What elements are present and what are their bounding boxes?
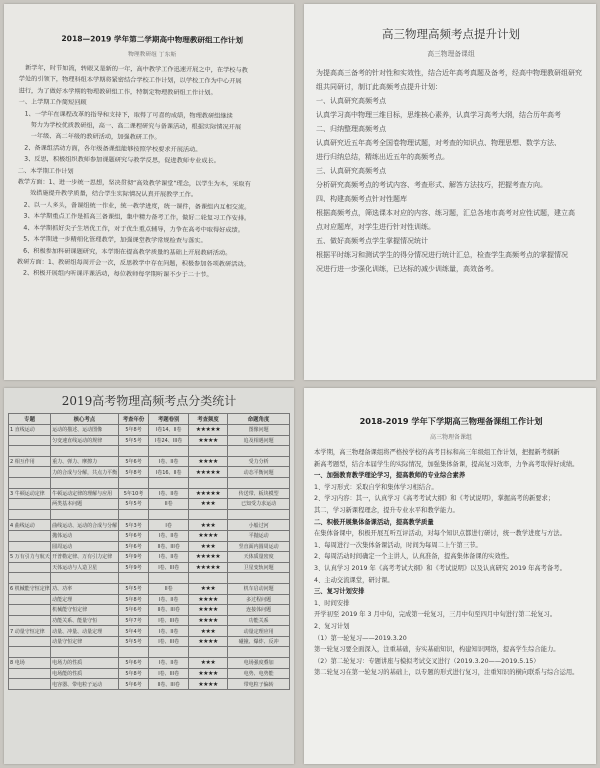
table-row [9,647,290,658]
table-row [9,679,290,690]
text-line: 为提高高三备考的针对性和实效性，结合近年高考真题及备考，经高中物理教研组研究 [316,69,582,77]
table-cell [51,509,118,520]
document-body [17,63,285,282]
document-body [314,447,588,679]
table-cell: I卷、II卷 [149,552,188,563]
table-cell: I卷、III卷 [149,562,188,573]
text-line: 认真学习高中物理三维目标，思维核心素养，认真学习高考大纲，结合历年高考 [316,111,561,119]
table-cell: 两类基本问题 [51,499,118,510]
frequency-stars: ★★★★ [188,456,227,467]
table-cell: 4 曲线运动 [9,520,51,531]
table-cell [228,647,290,658]
table-row [9,636,290,647]
text-line: 1、每周进行一次集体备课活动，时间为每周二上午第三节。 [314,541,482,549]
table-cell [51,446,118,457]
table-cell: 5年3考 [118,520,149,531]
text-line: 三、认真研究高频考点 [316,167,386,175]
table-cell: I卷、III卷 [149,668,188,679]
table-cell: 天体运动与人造卫星 [51,562,118,573]
table-cell: 5年6考 [118,679,149,690]
frequency-stars [188,446,227,457]
frequency-stars [188,477,227,488]
document-page [314,416,588,679]
table-row [9,573,290,584]
text-line: 二、本学期工作计划 [17,167,74,175]
table-cell: I卷14、II卷 [149,425,188,436]
text-line: 3、反思，积极组织教师参加课题研究与教学反思，促进教师专业成长。 [17,155,220,165]
table-cell: 匀变速直线运动的规律 [51,435,118,446]
table-cell: 功能关系 [228,615,290,626]
table-cell: 5年6考 [118,658,149,669]
table-cell [228,509,290,520]
table-cell: I卷24、III卷 [149,435,188,446]
frequency-stars: ★★★★ [188,435,227,446]
document-page [17,33,286,282]
table-cell [228,477,290,488]
table-cell [9,636,51,647]
text-line: 1、学习形式：采取自学和集体学习相结合。 [314,483,438,491]
text-line: 第二轮复习在第一轮复习的基础上，以专题的形式进行复习，注重知识的横向联系与综合运用。 [314,669,579,677]
frequency-stars [188,573,227,584]
text-line: 况进行进一步强化训练，已达标的减少训练量，高效备考。 [316,265,498,273]
text-line: 开学初至 2019 年 3 月中旬，完成第一轮复习，三月中旬至四月中旬进行第二轮复习。 [314,611,557,619]
text-line: 3、认真学习 2019 年《高考考试大纲》和《考试说明》以及认真研究 2019 年高考备考。 [314,564,566,572]
text-line: 1、一学年在课程改革的指导和支持下，取得了可喜的成绩，物理教研组继续 [18,110,233,120]
table-cell: 已知受力求运动 [228,499,290,510]
table-cell: 5年5考 [118,435,149,446]
text-line: 三、复习计划安排 [314,588,365,596]
table-cell: I卷、III卷 [149,636,188,647]
table-row [9,605,290,616]
frequency-stars [188,647,227,658]
table-body [9,425,290,690]
table-cell: 电场力的性质 [51,658,118,669]
table-cell [149,647,188,658]
table-cell [149,573,188,584]
text-line: 1、时间安排 [314,599,350,607]
table-cell: 5 万有引力与航天 [9,552,51,563]
table-cell [118,573,149,584]
table-cell: I卷、II卷 [149,626,188,637]
frequency-stars: ★★★ [188,583,227,594]
table-cell: 连接体问题 [228,605,290,616]
table-cell: 2 相互作用 [9,456,51,467]
table-cell: 机械能守恒定律 [51,605,118,616]
frequency-stars: ★★★ [188,520,227,531]
text-line: 学处的引领下，物理科组本学期将紧密结合学校工作计划，以学校工作为中心开展 [18,76,242,86]
table-cell [149,446,188,457]
table-cell: 开普勒定律、万有引力定律 [51,552,118,563]
frequency-stars: ★★★★ [188,530,227,541]
frequency-stars: ★★★★★ [188,562,227,573]
table-cell [118,647,149,658]
text-line: 2、以一人多头，备课组统一作业，统一教学进度，统一课件，备课组内互相交流。 [17,201,251,211]
document-subtitle: 高三物理备课组 [427,50,475,58]
text-line: 分析研究高频考点的考试内容、考查形式、解答方法技巧，把握考查方向。 [316,181,547,189]
text-line: 一、加强教育教学理论学习，提高教师的专业综合素养 [314,472,466,480]
table-cell: 竖直面内圆周运动 [228,541,290,552]
table-row [9,658,290,669]
text-line: 4、主动交流课堂，研讨课。 [314,576,394,584]
document-subtitle: 高三物理备课组 [429,434,472,441]
table-cell: 5年4考 [118,626,149,637]
table-header-cell: 命题角度 [228,414,290,425]
table-row [9,541,290,552]
table-cell: 5年10考 [118,488,149,499]
table-cell: 追及相遇问题 [228,435,290,446]
table-row [9,615,290,626]
table-cell: 小船过河 [228,520,290,531]
table-cell: II卷 [149,583,188,594]
table-cell [118,477,149,488]
table-cell [149,509,188,520]
table-row [9,530,290,541]
text-line: 一年级、高二年级的教研活动，加强教研工作。 [18,133,161,142]
table-cell: 电容器、带电粒子运动 [51,679,118,690]
table-row [9,467,290,478]
table-cell: I卷16、II卷 [149,467,188,478]
table-cell: 力的合成与分解，共点力平衡 [51,467,118,478]
table-cell: 电场强度叠加 [228,658,290,669]
text-line: 进行归纳总结，精练出近五年的高频考点。 [316,153,449,161]
table-cell: 5年6考 [118,605,149,616]
text-line: 2、复习计划 [314,622,350,630]
text-line: 点对应题库，对学生进行针对性训练。 [316,223,435,231]
table-cell: 传送带、板块模型 [228,488,290,499]
table-cell [9,530,51,541]
document-page [8,392,290,690]
table-cell: 动量守恒定律 [51,636,118,647]
table-cell: 5年8考 [118,425,149,436]
table-cell: 多过程问题 [228,594,290,605]
table-cell: 功能关系、能量守恒 [51,615,118,626]
frequency-stars: ★★★★★ [188,425,227,436]
frequency-stars: ★★★★ [188,615,227,626]
table-cell [9,615,51,626]
table-cell: I卷、II卷 [149,658,188,669]
table-row [9,562,290,573]
text-line: 3、本学期重点工作是抓高三备课组，集中精力备考工作，做好二轮复习工作安排。 [17,212,251,223]
table-cell [9,679,51,690]
text-line: 二、归纳整理高频考点 [316,125,386,133]
table-cell: 1 直线运动 [9,425,51,436]
text-line: 2、每周活动时间确定一个主讲人，认真准备，提高集体备课的实效性。 [314,553,514,561]
table-cell [9,509,51,520]
text-line: （1）第一轮复习——2019.3.20 [314,634,407,642]
table-row [9,552,290,563]
text-line: 一、上学期工作简短回顾 [18,98,87,107]
table-cell: 6 机械能守恒定律 [9,583,51,594]
frequency-stars: ★★★★★ [188,488,227,499]
photo-2-high-frequency-plan [304,4,596,380]
table-cell [118,446,149,457]
text-line: 进行，为了做好本学期的物理教研组工作，特制定物理教研组工作计划。 [18,87,217,97]
text-line: 二、积极开展集体备课活动，提高教学质量 [314,518,434,526]
table-cell: 5年6考 [118,456,149,467]
text-line: 四、构建高频考点针对性题库 [316,195,407,203]
frequency-stars: ★★★★ [188,668,227,679]
table-cell [9,573,51,584]
table-cell: I卷、II卷 [149,530,188,541]
table-cell: 5年9考 [118,562,149,573]
text-line: 5、本学期进一步精细化管理教学，加强课堂教学常规检查与落实。 [17,235,207,245]
table-row [9,435,290,446]
table-cell: 动能定理 [51,594,118,605]
table-cell [9,435,51,446]
table-cell: II卷、III卷 [149,541,188,552]
table-cell: I卷、II卷 [149,594,188,605]
table-header-cell: 专题 [9,414,51,425]
table-cell: II卷 [149,499,188,510]
table-row [9,477,290,488]
table-cell: 5年8考 [118,467,149,478]
frequency-stars: ★★★ [188,626,227,637]
table-row [9,594,290,605]
table-cell [9,541,51,552]
table-cell: 3 牛顿运动定律 [9,488,51,499]
table-cell: I卷 [149,520,188,531]
frequency-stars [188,509,227,520]
table-cell: 5年6考 [118,541,149,552]
table-row [9,668,290,679]
document-subtitle: 物理教研组 丁东斯 [127,51,177,59]
text-line: 努力为学校优质教研组，高一、高二课程研究与备课活动，根据实际情况开展 [18,121,242,131]
document-body [316,66,586,276]
text-line: 根据平时练习和测试学生的得分情况进行统计汇总，检查学生高频考点的掌握情况 [316,251,568,259]
text-line: 2、学习内容：其一，认真学习《高考考试大纲》和《考试说明》，掌握高考的新要求； [314,495,555,503]
document-page [316,26,586,276]
table-cell [149,477,188,488]
table-cell: 5年7考 [118,615,149,626]
table-row [9,509,290,520]
table-cell: 5年8考 [118,668,149,679]
table-cell [9,562,51,573]
table-cell: 5年8考 [118,594,149,605]
text-line: 一、认真研究高频考点 [316,97,386,105]
table-cell: 卫星变轨问题 [228,562,290,573]
text-line: 2、备课组活动方面，各年级备课组能够按照学校要求开展活动。 [18,144,202,154]
table-cell: 平抛运动 [228,530,290,541]
frequency-table [8,413,290,690]
table-header-cell: 考题卷别 [149,414,188,425]
table-cell: 电势、电势能 [228,668,290,679]
table-header-cell: 考查频度 [188,414,227,425]
table-cell: 天体质量密度 [228,552,290,563]
table-cell: 功、功率 [51,583,118,594]
text-line: 根据高频考点，筛选课本对应的内容、练习题，汇总各地市高考对应性试题，建立高 [316,209,575,217]
table-header-cell: 考查年份 [118,414,149,425]
text-line: 组共同研讨，制订此高频考点提升计划： [316,83,442,91]
text-line: 第一轮复习要全面深入，注重基础，夯实基础知识，构建知识网络，提高学生综合能力。 [314,646,560,654]
frequency-stars: ★★★★★ [188,467,227,478]
table-header-cell: 核心考点 [51,414,118,425]
table-cell: 重力、弹力、摩擦力 [51,456,118,467]
frequency-stars: ★★★ [188,541,227,552]
table-cell: 抛体运动 [51,530,118,541]
table-cell: 5年9考 [118,552,149,563]
frequency-stars: ★★★★★ [188,552,227,563]
table-cell [9,594,51,605]
table-cell: II卷、III卷 [149,605,188,616]
table-cell: 动量、冲量、动量定理 [51,626,118,637]
text-line: 6、积极参加科研课题研究，本学期在提高教学质量的基础上开展教研活动。 [16,247,232,257]
text-line: 本学期，高三物理备课组将严格按学校的高考目标和高三年级组工作计划，把握新考纲新 [314,449,560,456]
table-cell: 机车启动问题 [228,583,290,594]
table-row [9,488,290,499]
table-cell: 图像问题 [228,425,290,436]
table-title: 2019高考物理高频考点分类统计 [61,394,237,408]
frequency-stars: ★★★★ [188,605,227,616]
frequency-stars: ★★★★ [188,594,227,605]
table-cell: 运动的描述、运动图像 [51,425,118,436]
table-cell [228,573,290,584]
table-cell: 动量定理应用 [228,626,290,637]
table-row [9,520,290,531]
table-cell: 曲线运动、运动的合成与分解 [51,520,118,531]
document-title: 2018-2019 学年下学期高三物理备课组工作计划 [359,416,543,426]
photo-4-prep-group-plan [304,388,596,764]
photo-1-teaching-plan [4,4,294,380]
table-cell: 8 电场 [9,658,51,669]
table-cell [9,467,51,478]
table-header-row [9,414,290,425]
text-line: 4、本学期抓好尖子生培优工作，对于优生重点辅导，力争在高考中取得好成绩。 [17,224,244,234]
table-cell [9,446,51,457]
table-cell: 碰撞、爆炸、反冲 [228,636,290,647]
frequency-stars: ★★★ [188,499,227,510]
frequency-stars: ★★★★ [188,679,227,690]
table-row [9,456,290,467]
table-row [9,499,290,510]
table-cell [228,446,290,457]
text-line: 其二，学习新课程理念，提升专业水平和教学能力。 [314,506,459,514]
text-line: 教研方面：1、教研组每周开会一次，反思教学中存在问题，积极参加各项教研活动。 [16,258,250,268]
table-row [9,583,290,594]
table-cell: 圆周运动 [51,541,118,552]
table-cell: 5年6考 [118,530,149,541]
table-cell: 动态平衡问题 [228,467,290,478]
text-line: 效措施提升教学质量，结合学生实际情况认真开展教学工作。 [17,190,198,199]
table-row [9,446,290,457]
table-cell [118,509,149,520]
table-cell [51,477,118,488]
table-row [9,626,290,637]
table-cell: 牛顿运动定律的理解与应用 [51,488,118,499]
table-cell [51,573,118,584]
text-line: 2、积极开展组内听课评课活动，每位教师每学期听课不少于二十节。 [16,269,213,279]
text-line: 新学年，时节如流，转眼又是新的一年，高中教学工作迅速开展之中，在学校与教 [18,64,248,75]
text-line: 五、做好高频考点学生掌握情况统计 [316,237,428,245]
table-cell: I卷、II卷 [149,488,188,499]
table-cell: 受力分析 [228,456,290,467]
table-cell [9,499,51,510]
text-line: 认真研究近五年高考全国卷物理试题，对考查的知识点、物理思想、数学方法、 [316,139,561,147]
table-cell: 7 动量守恒定律 [9,626,51,637]
photo-3-frequency-table [4,388,294,764]
table-cell [51,647,118,658]
table-cell [9,647,51,658]
frequency-stars: ★★★ [188,658,227,669]
table-row [9,425,290,436]
table-cell [9,477,51,488]
text-line: 新高考题型，结合本届学生的实际情况，加强集体备课，提高复习效率，力争高考取得好成绩。 [314,460,579,468]
table-cell: 5年5考 [118,583,149,594]
table-cell: I卷、II卷 [149,456,188,467]
table-cell: 5年5考 [118,636,149,647]
document-title: 2018—2019 学年第二学期高中物理教研组工作计划 [61,34,244,45]
frequency-stars: ★★★★ [188,636,227,647]
table-cell: 带电粒子偏转 [228,679,290,690]
document-title: 高三物理高频考点提升计划 [382,27,520,41]
text-line: 教学方面：1、进一步统一思想，坚决贯彻“高效教学课堂”理念，以学生为本，采取有 [17,178,251,189]
table-cell: 5年5考 [118,499,149,510]
table-cell: 电场能的性质 [51,668,118,679]
table-cell: I卷、III卷 [149,615,188,626]
table-cell [9,605,51,616]
table-cell: II卷、III卷 [149,679,188,690]
table-cell [9,668,51,679]
text-line: （2）第二轮复习：专题讲座与模拟考试交叉进行（2019.3.20——2019.5.15） [314,657,540,665]
text-line: 在集体备课中，积极开展互听互评活动，对每个知识点都进行研讨，统一教学进度与方法。 [314,530,566,538]
